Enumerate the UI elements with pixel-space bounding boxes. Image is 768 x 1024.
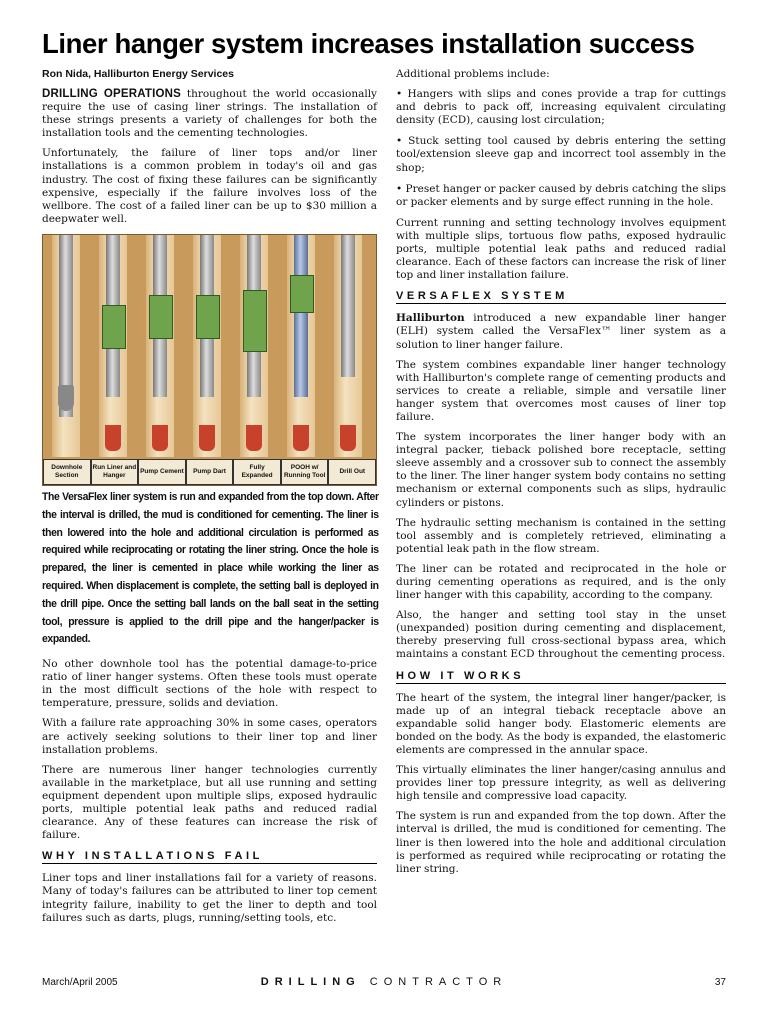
figure-label: Fully Expanded [233,459,281,485]
issue-date: March/April 2005 [42,977,118,988]
body-paragraph: The liner can be rotated and reciprocated in the hole or during cementing operations as required, and is the only liner hanger with this capability, according to the company. [396,562,726,602]
figure-panel [43,235,89,457]
versaflex-lead-text: introduced a new expandable liner hanger (ELH) system called the VersaFlex™ liner system as a solution to liner hanger failure. [396,312,726,351]
figure-label: Run Liner and Hanger [91,459,139,485]
bullet-item: • Preset hanger or packer caused by debris catching the slips or packer elements and by surge effect running in the hole. [396,182,726,208]
figure-label: Pump Dart [186,459,234,485]
figure-step-labels [43,459,376,485]
figure-label: Drill Out [328,459,376,485]
versaflex-lead-paragraph [396,312,726,351]
figure-panel [137,235,183,457]
body-paragraph: The heart of the system, the integral liner hanger/packer, is made up of an integral tieback receptacle above an expandable solid hanger body. Elastomeric elements are bonded on the body. As the body is expanded, the elastomeric elements are compressed in the annular space. [396,691,726,756]
right-column [396,68,726,883]
brand-light: CONTRACTOR [360,976,508,988]
intro-kicker: DRILLING OPERATIONS [42,88,181,100]
article-title: Liner hanger system increases installation success [42,28,695,59]
figure-caption: The VersaFlex liner system is run and expanded from the top down. After the interval is drilled, the mud is conditioned for cementing. The liner is then lowered into the hole and additional circulation is performed as required while reciprocating or rotating the liner string. Once the hole is prepared, the liner is cemented in place while working the liner as required. When displacement is complete, the setting ball is deployed in the drill pipe. Once the setting ball lands on the ball seat in the setting tool, pressure is applied to the drill pipe and the hanger/packer is expanded. [42,490,379,646]
body-paragraph: Current running and setting technology involves equipment with multiple slips, tortuous flow paths, exposed hydraulic ports, multiple potential leak paths and reduced radial clearance. Each of these factors can increase the risk of liner top and liner installation failure. [396,216,726,282]
body-paragraph: No other downhole tool has the potential damage-to-price ratio of liner hanger systems. Often these tools must operate in the most difficult sections of the hole with respect to temperature, pressure, solids and deviation. [42,658,377,710]
magazine-brand [42,976,726,988]
body-paragraph: The system is run and expanded from the top down. After the interval is drilled, the mud is conditioned for cementing. The liner is then lowered into the hole and additional circulation is performed as required while reciprocating or rotating the liner string. [396,810,726,875]
body-paragraph: This virtually eliminates the liner hanger/casing annulus and provides liner top pressure integrity, as well as delivering high tensile and compressive load capacity. [396,764,726,803]
figure-panel [231,235,277,457]
right-intro: Additional problems include: [396,68,550,80]
body-paragraph: With a failure rate approaching 30% in some cases, operators are actively seeking solutions to their liner top and liner installation problems. [42,717,377,756]
liner-process-figure [42,234,377,486]
section-heading-why: WHY INSTALLATIONS FAIL [42,850,377,864]
body-paragraph: Unfortunately, the failure of liner tops and/or liner installations is a common problem in today's oil and gas industry. The cost of fixing these failures can be significantly expensive, especially if the failure involves loss of the wellbore. The cost of a failed liner can be up to $30 million a deepwater well. [42,147,377,225]
body-paragraph: The system combines expandable liner hanger technology with Halliburton's complete range of cementing products and services to create a reliable, simple and versatile liner hanger system that overcomes most causes of liner top failure. [396,358,726,423]
figure-label: Downhole Section [43,459,91,485]
section-heading-how: HOW IT WORKS [396,670,726,684]
bullet-item: • Stuck setting tool caused by debris entering the setting tool/extension sleeve gap and incorrect tool assembly in the shop; [396,135,726,174]
versaflex-lead-bold: Halliburton [396,312,465,325]
intro-text: throughout the world occasionally require the use of casing liner strings. The installation of these strings presents a variety of challenges for both the installation tools and the cementing technologies. [42,88,377,140]
intro-paragraph [42,88,377,140]
figure-panel [325,235,371,457]
page-footer [42,975,726,991]
body-paragraph: The system incorporates the liner hanger body with an integral packer, tieback polished bore receptacle, setting sleeve assembly and a crossover sub to connect the assembly to the liner. The liner hanger system body contains no setting mechanism or external components such as slips, hydraulic cylinders or pistons. [396,431,726,509]
figure-panel [90,235,136,457]
body-paragraph: Also, the hanger and setting tool stay in the unset (unexpanded) position during cementing and displacement, thereby preserving full cross-sectional bypass area, which maintains a constant ECD throughout the cementing process. [396,609,726,661]
author-byline: Ron Nida, Halliburton Energy Services [42,68,234,80]
brand-bold: DRILLING [260,976,361,988]
body-paragraph: There are numerous liner hanger technologies currently available in the marketplace, but all use running and setting equipment dependent upon multiple slips, exposed hydraulic ports, multiple potential leak paths and reduced radial clearance. Any of these features can increase the risk of failure. [42,763,377,842]
section-heading-versaflex: VERSAFLEX SYSTEM [396,290,726,304]
bullet-item: • Hangers with slips and cones provide a trap for cuttings and debris to pack off, increasing equivalent circulating density (ECD), causing lost circulation; [396,88,726,127]
figure-panel [278,235,324,457]
body-paragraph: The hydraulic setting mechanism is contained in the setting tool assembly and is completely retrieved, eliminating a potential leak path in the flow stream. [396,516,726,555]
left-column [42,68,377,932]
figure-label: Pump Cement [138,459,186,485]
figure-label: POOH w/ Running Tool [281,459,329,485]
figure-panel [184,235,230,457]
page-number: 37 [714,977,726,988]
body-paragraph: Liner tops and liner installations fail for a variety of reasons. Many of today's failures can be attributed to liner top cement integrity failure, inability to get the liner to depth and tool failures such as darts, plugs, running/setting tools, etc. [42,872,377,924]
